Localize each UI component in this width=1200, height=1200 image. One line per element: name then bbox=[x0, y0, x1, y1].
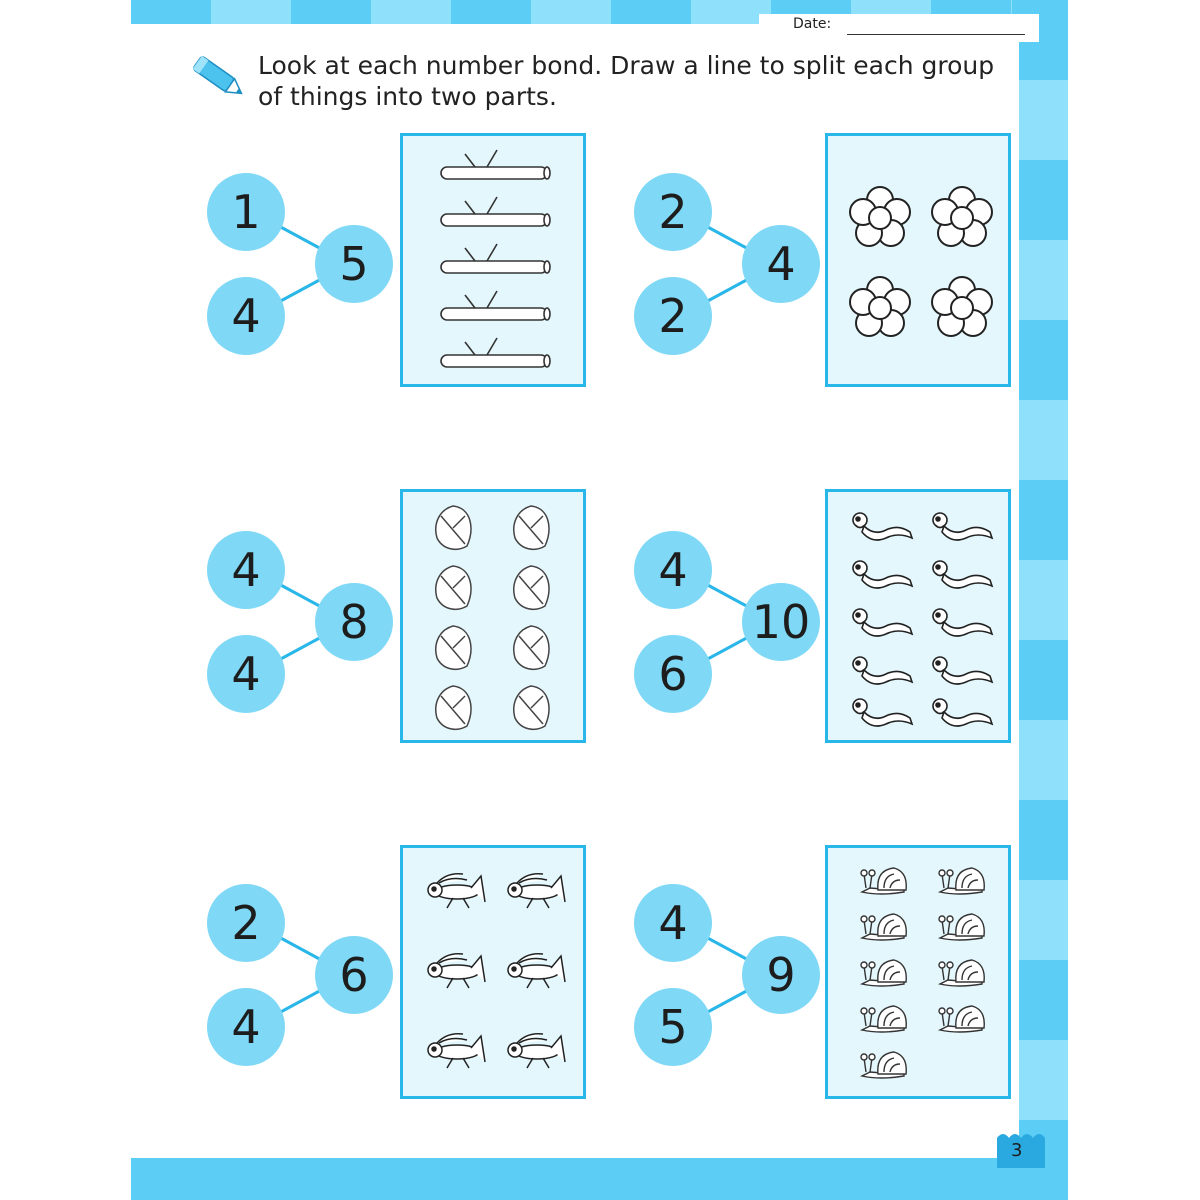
part-circle-top: 4 bbox=[207, 531, 285, 609]
part-circle-bottom: 6 bbox=[634, 635, 712, 713]
part-circle-bottom: 5 bbox=[634, 988, 712, 1066]
number-bond-6 bbox=[634, 884, 844, 1074]
instructions-text: Look at each number bond. Draw a line to split each group of things into two parts. bbox=[258, 51, 995, 111]
picture-box-flowers[interactable] bbox=[825, 133, 1011, 387]
pencil-icon bbox=[186, 54, 256, 104]
part-circle-top: 4 bbox=[634, 531, 712, 609]
number-bond-4 bbox=[634, 531, 844, 721]
date-input-line[interactable] bbox=[847, 34, 1025, 35]
date-label: Date: bbox=[793, 16, 832, 32]
right-border-band bbox=[1012, 0, 1068, 1200]
part-circle-bottom: 4 bbox=[207, 988, 285, 1066]
whole-circle: 6 bbox=[315, 936, 393, 1014]
worksheet-page bbox=[131, 0, 1068, 1200]
picture-box-sticks[interactable] bbox=[400, 133, 586, 387]
bottom-border-band bbox=[131, 1158, 1068, 1200]
part-circle-bottom: 4 bbox=[207, 277, 285, 355]
whole-circle: 10 bbox=[742, 583, 820, 661]
page-number-badge bbox=[993, 1128, 1049, 1168]
part-circle-top: 1 bbox=[207, 173, 285, 251]
whole-circle: 8 bbox=[315, 583, 393, 661]
number-bond-1 bbox=[207, 173, 417, 363]
whole-circle: 9 bbox=[742, 936, 820, 1014]
number-bond-5 bbox=[207, 884, 417, 1074]
part-circle-bottom: 2 bbox=[634, 277, 712, 355]
part-circle-top: 2 bbox=[634, 173, 712, 251]
number-bond-3 bbox=[207, 531, 417, 721]
part-circle-top: 4 bbox=[634, 884, 712, 962]
part-circle-top: 2 bbox=[207, 884, 285, 962]
whole-circle: 4 bbox=[742, 225, 820, 303]
number-bond-2 bbox=[634, 173, 844, 363]
page-number: 3 bbox=[1011, 1140, 1023, 1161]
picture-box-worms[interactable] bbox=[825, 489, 1011, 743]
picture-box-snails[interactable] bbox=[825, 845, 1011, 1099]
picture-box-leaves[interactable] bbox=[400, 489, 586, 743]
part-circle-bottom: 4 bbox=[207, 635, 285, 713]
picture-box-grasshoppers[interactable] bbox=[400, 845, 586, 1099]
whole-circle: 5 bbox=[315, 225, 393, 303]
